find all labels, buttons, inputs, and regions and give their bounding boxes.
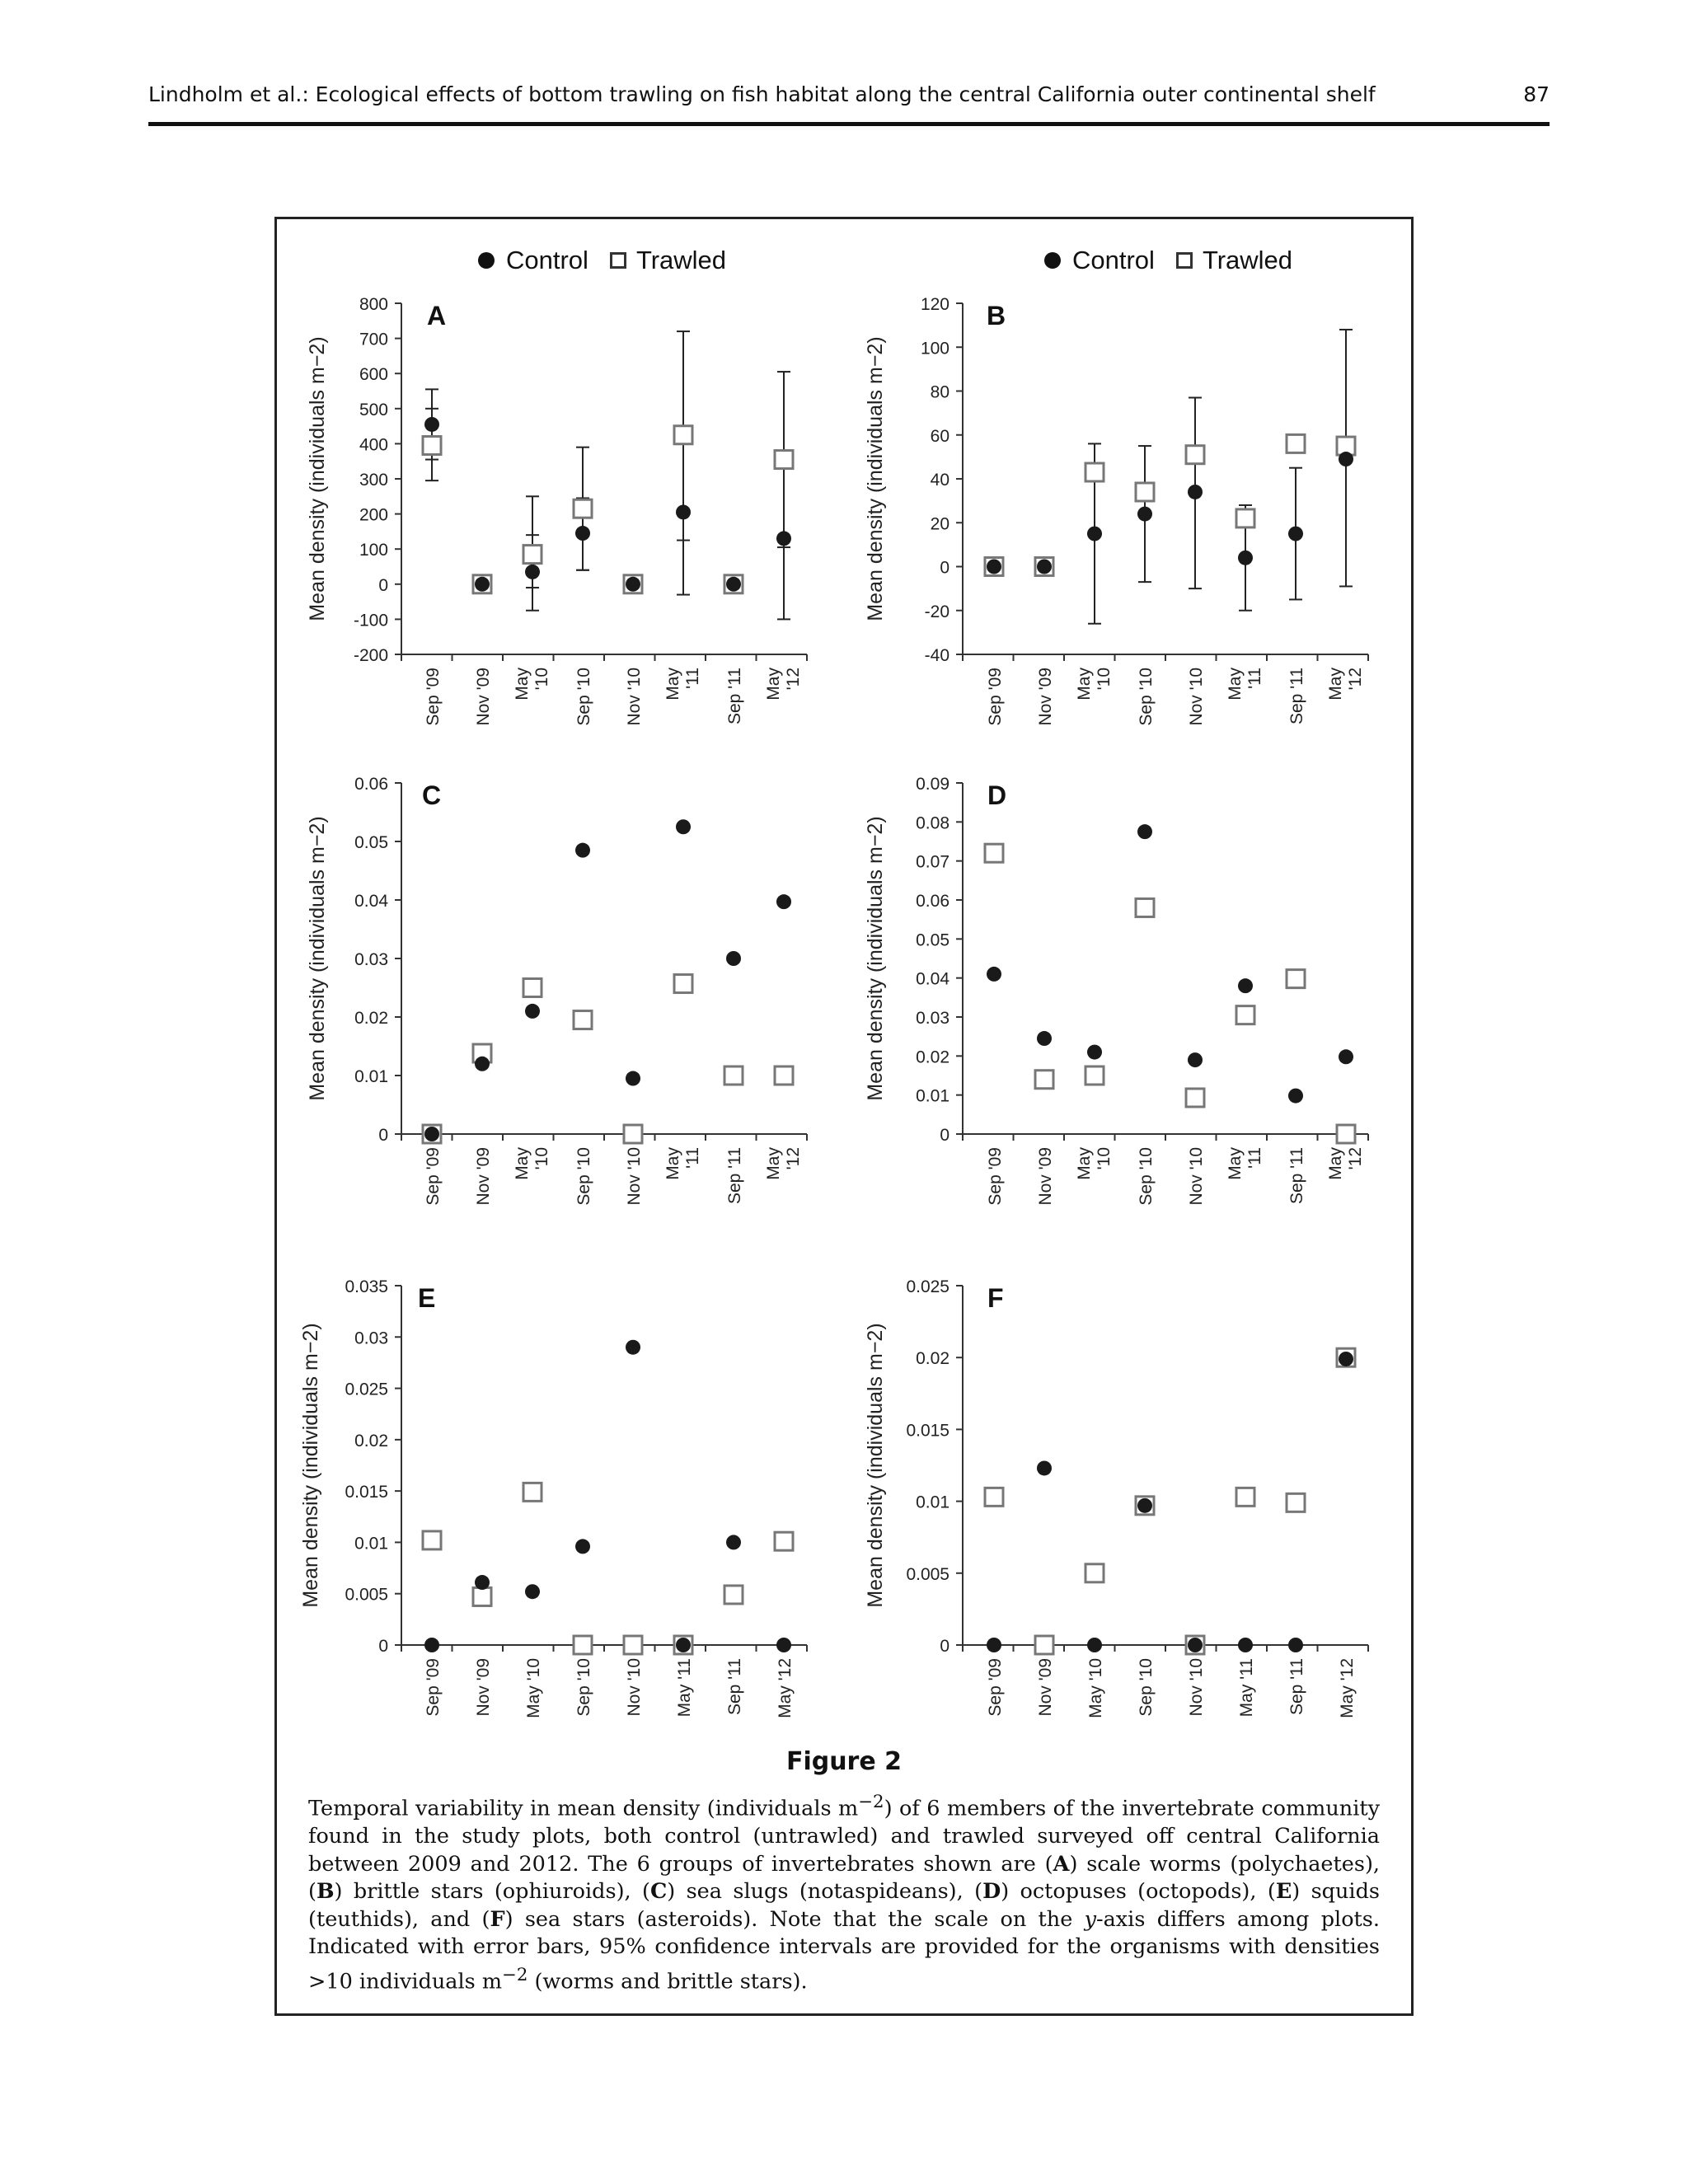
panel-label: C: [422, 780, 442, 810]
control-point: [676, 819, 691, 834]
x-tick-label: May'11: [663, 668, 702, 701]
control-point: [1137, 824, 1152, 839]
y-tick-label: 0.025: [345, 1380, 388, 1399]
x-tick-label: Nov '09: [474, 1658, 493, 1717]
trawled-point: [674, 975, 692, 993]
y-tick-label: 0.02: [354, 1431, 388, 1451]
control-point: [1037, 1031, 1052, 1046]
x-tick-label: Nov '10: [1187, 668, 1206, 726]
y-tick-label: 0.025: [906, 1277, 950, 1296]
y-tick-label: 0: [378, 1126, 388, 1145]
x-tick-label: Sep '10: [1137, 668, 1156, 726]
panel-label: D: [987, 780, 1007, 810]
control-point: [1037, 560, 1052, 574]
control-point: [726, 1535, 741, 1549]
trawled-point: [1236, 509, 1254, 527]
trawled-point: [985, 844, 1003, 862]
legend-control-label: Control: [506, 246, 588, 274]
panel-label: A: [427, 301, 447, 330]
panel-label: E: [418, 1283, 436, 1313]
x-tick-label: May '12: [1338, 1658, 1357, 1718]
trawled-point: [674, 426, 692, 444]
trawled-point: [423, 437, 441, 455]
control-point: [776, 894, 791, 909]
trawled-point: [1035, 1071, 1053, 1089]
control-point: [726, 951, 741, 966]
y-tick-label: 500: [359, 400, 388, 419]
x-tick-label: Sep '11: [725, 1147, 744, 1205]
y-tick-label: 40: [930, 471, 950, 490]
control-point: [776, 1638, 791, 1652]
control-point: [626, 1340, 640, 1355]
trawled-point: [1287, 434, 1305, 452]
legend-control-label: Control: [1072, 246, 1155, 274]
trawled-point: [574, 1636, 592, 1654]
control-point: [1339, 452, 1353, 466]
control-point: [987, 560, 1001, 574]
control-point: [475, 577, 490, 592]
y-tick-label: 0.01: [916, 1493, 950, 1512]
legend-trawled-label: Trawled: [1202, 246, 1293, 274]
panel-label: B: [987, 301, 1006, 330]
x-tick-label: Sep '11: [725, 668, 744, 725]
y-tick-label: -100: [353, 611, 388, 630]
trawled-point: [1085, 463, 1104, 481]
control-point: [525, 1584, 540, 1599]
y-tick-label: 400: [359, 435, 388, 455]
trawled-point: [473, 1587, 491, 1605]
y-tick-label: 0.015: [906, 1421, 950, 1441]
control-point: [575, 843, 590, 858]
trawled-point: [1236, 1006, 1254, 1024]
y-tick-label: 0: [940, 558, 950, 578]
y-tick-label: 0.08: [916, 813, 950, 833]
y-tick-label: 20: [930, 514, 950, 534]
trawled-point: [523, 1483, 542, 1501]
control-point: [1087, 1638, 1102, 1652]
y-tick-label: 700: [359, 330, 388, 349]
x-tick-label: Sep '09: [424, 1147, 443, 1206]
y-tick-label: 0.05: [354, 833, 388, 852]
y-tick-label: 100: [920, 339, 950, 359]
trawled-point: [775, 1066, 793, 1085]
control-point: [626, 1071, 640, 1086]
control-point: [1238, 978, 1253, 993]
x-tick-label: Nov '09: [474, 1147, 493, 1206]
y-tick-label: 0.015: [345, 1483, 388, 1502]
control-point: [987, 1638, 1001, 1652]
x-tick-label: Nov '09: [1036, 668, 1055, 726]
trawled-point: [624, 1636, 642, 1654]
control-point: [424, 1127, 439, 1141]
chart-panel-b: [864, 295, 1368, 726]
x-tick-label: Sep '11: [725, 1658, 744, 1716]
trawled-point: [523, 546, 542, 564]
y-tick-label: 300: [359, 471, 388, 490]
y-tick-label: 0.04: [916, 969, 950, 989]
control-point: [1288, 1089, 1303, 1104]
control-point: [1188, 1638, 1203, 1652]
y-tick-label: 0.06: [916, 892, 950, 911]
chart-panel-a: [306, 295, 807, 726]
trawled-point: [1186, 1089, 1204, 1107]
y-tick-label: 0.02: [354, 1009, 388, 1028]
trawled-point: [1085, 1066, 1104, 1085]
control-point: [1188, 1052, 1203, 1067]
y-tick-label: 0.02: [916, 1047, 950, 1067]
x-tick-label: Sep '11: [1287, 668, 1306, 725]
y-tick-label: 0: [378, 575, 388, 595]
x-tick-label: Sep '09: [986, 1658, 1005, 1717]
panel-label: F: [987, 1283, 1004, 1313]
x-tick-label: Nov '10: [1187, 1658, 1206, 1717]
trawled-point: [574, 1011, 592, 1029]
y-tick-label: 0.01: [354, 1067, 388, 1086]
y-tick-label: 120: [920, 295, 950, 314]
x-tick-label: May'11: [1226, 668, 1264, 701]
x-tick-label: Nov '10: [625, 668, 644, 726]
y-tick-label: 0.03: [354, 950, 388, 969]
x-tick-label: May '11: [1237, 1658, 1256, 1718]
trawled-point: [1136, 483, 1154, 501]
x-tick-label: Nov '09: [474, 668, 493, 726]
trawled-point: [574, 499, 592, 518]
y-tick-label: 0: [940, 1126, 950, 1145]
y-axis-label: Mean density (individuals m−2): [299, 1323, 322, 1608]
x-tick-label: Sep '10: [574, 1658, 593, 1717]
y-tick-label: 0.02: [916, 1349, 950, 1369]
control-point: [1288, 527, 1303, 541]
x-tick-label: May '10: [524, 1658, 543, 1718]
x-tick-label: Sep '09: [424, 668, 443, 726]
control-point: [626, 577, 640, 592]
control-point: [1087, 1045, 1102, 1060]
x-tick-label: Nov '10: [625, 1147, 644, 1206]
y-axis-label: Mean density (individuals m−2): [864, 816, 887, 1101]
trawled-point: [724, 1586, 743, 1604]
figure-label: Figure 2: [785, 1747, 903, 1776]
x-tick-label: Sep '10: [574, 668, 593, 726]
x-tick-label: Sep '10: [1137, 1658, 1156, 1717]
control-point: [1238, 1638, 1253, 1652]
control-point: [525, 565, 540, 579]
x-tick-label: Sep '11: [1287, 1147, 1306, 1205]
y-tick-label: 0.01: [354, 1534, 388, 1554]
x-tick-label: Sep '11: [1287, 1658, 1306, 1716]
trawled-point: [1085, 1564, 1104, 1582]
trawled-point: [724, 1066, 743, 1085]
figure-caption: Temporal variability in mean density (individuals $m^{-2}$) of 6 members of the invertebrate community found in the study plots, both control (untrawled) and trawled surveyed off central California between 2009 and 2012. The 6 groups of invertebrates shown are (A) scale worms (polychaetes), (B) brittle stars (ophiuroids), (C) sea slugs (notaspideans), (D) octopuses (octopods), (E) squids (teuthids), and (F) sea stars (asteroids). Note that the scale on the y-axis differs among plots. Indicated with error bars, 95% confidence intervals are provided for the organisms with densities >10 individuals $m^{-2}$ (worms and brittle stars).: [308, 1792, 1381, 1994]
control-point: [1037, 1460, 1052, 1475]
x-tick-label: May '10: [1086, 1658, 1105, 1718]
y-tick-label: 0: [378, 1637, 388, 1656]
control-point: [475, 1575, 490, 1590]
trawled-point: [775, 1532, 793, 1550]
y-tick-label: 0.035: [345, 1277, 388, 1296]
y-tick-label: 0.05: [916, 930, 950, 950]
control-point: [1137, 507, 1152, 522]
control-point: [776, 531, 791, 546]
control-point: [475, 1057, 490, 1071]
running-title: Lindholm et al.: Ecological effects of bottom trawling on fish habitat along the central California outer continental shelf: [148, 82, 1376, 106]
chart-panel-e: [299, 1277, 807, 1718]
y-tick-label: 100: [359, 541, 388, 560]
x-tick-label: Nov '09: [1036, 1147, 1055, 1206]
control-point: [726, 577, 741, 592]
y-tick-label: -40: [924, 646, 950, 665]
x-tick-label: Sep '09: [986, 668, 1005, 726]
chart-panel-c: [306, 775, 807, 1206]
control-point: [1087, 527, 1102, 541]
x-tick-label: May'11: [663, 1147, 702, 1180]
control-point: [1188, 485, 1203, 499]
y-tick-label: 0.09: [916, 775, 950, 794]
y-tick-label: 80: [930, 382, 950, 402]
y-tick-label: 800: [359, 295, 388, 314]
chart-panel-d: [864, 775, 1368, 1206]
y-tick-label: 0.04: [354, 892, 388, 911]
x-tick-label: May'12: [1326, 668, 1365, 701]
trawled-point: [1035, 1636, 1053, 1654]
x-tick-label: Sep '10: [574, 1147, 593, 1206]
trawled-point: [1287, 1493, 1305, 1511]
trawled-point: [1236, 1488, 1254, 1506]
y-tick-label: 0: [940, 1637, 950, 1656]
x-tick-label: May'12: [764, 1147, 803, 1180]
x-tick-label: May'11: [1226, 1147, 1264, 1180]
y-axis-label: Mean density (individuals m−2): [306, 336, 329, 621]
control-point: [1339, 1049, 1353, 1064]
y-tick-label: 0.005: [345, 1585, 388, 1605]
y-tick-label: 0.005: [906, 1564, 950, 1584]
control-point: [424, 417, 439, 432]
x-tick-label: Nov '10: [1187, 1147, 1206, 1206]
control-point: [424, 1638, 439, 1652]
trawled-point: [423, 1531, 441, 1549]
trawled-point: [523, 979, 542, 997]
page-number: 87: [1523, 82, 1550, 106]
control-point: [1137, 1498, 1152, 1513]
x-tick-label: Sep '10: [1137, 1147, 1156, 1206]
control-point: [987, 967, 1001, 982]
control-point: [676, 1638, 691, 1652]
legend-trawled-label: Trawled: [635, 246, 727, 274]
trawled-point: [775, 451, 793, 469]
y-tick-label: 0.07: [916, 852, 950, 872]
control-point: [525, 1004, 540, 1019]
x-tick-label: Sep '09: [986, 1147, 1005, 1206]
x-tick-label: Sep '09: [424, 1658, 443, 1717]
control-point: [1238, 551, 1253, 565]
x-tick-label: May'10: [1075, 668, 1114, 701]
x-tick-label: May'12: [764, 668, 803, 701]
x-tick-label: May '12: [776, 1658, 795, 1718]
trawled-point: [1287, 970, 1305, 988]
x-tick-label: Nov '10: [625, 1658, 644, 1717]
trawled-point: [985, 1488, 1003, 1506]
y-tick-label: 60: [930, 426, 950, 446]
x-tick-label: May'12: [1326, 1147, 1365, 1180]
x-tick-label: May'10: [1075, 1147, 1114, 1180]
y-tick-label: -20: [924, 602, 950, 621]
x-tick-label: Nov '09: [1036, 1658, 1055, 1717]
trawled-point: [1337, 1125, 1355, 1143]
control-point: [575, 1539, 590, 1554]
y-tick-label: 0.01: [916, 1086, 950, 1106]
y-axis-label: Mean density (individuals m−2): [864, 336, 887, 621]
x-tick-label: May'10: [513, 1147, 551, 1180]
y-tick-label: 0.03: [354, 1329, 388, 1348]
y-axis-label: Mean density (individuals m−2): [306, 816, 329, 1101]
y-tick-label: 600: [359, 365, 388, 385]
y-tick-label: 0.06: [354, 775, 388, 794]
trawled-point: [1136, 898, 1154, 916]
control-point: [676, 504, 691, 519]
control-point: [1339, 1352, 1353, 1366]
trawled-point: [624, 1125, 642, 1143]
y-tick-label: 200: [359, 505, 388, 525]
control-point: [575, 526, 590, 541]
y-tick-label: -200: [353, 646, 388, 665]
trawled-point: [1186, 446, 1204, 464]
control-point: [1288, 1638, 1303, 1652]
y-axis-label: Mean density (individuals m−2): [864, 1323, 887, 1608]
x-tick-label: May '11: [675, 1658, 694, 1718]
x-tick-label: May'10: [513, 668, 551, 701]
chart-panel-f: [864, 1277, 1368, 1718]
y-tick-label: 0.03: [916, 1009, 950, 1028]
